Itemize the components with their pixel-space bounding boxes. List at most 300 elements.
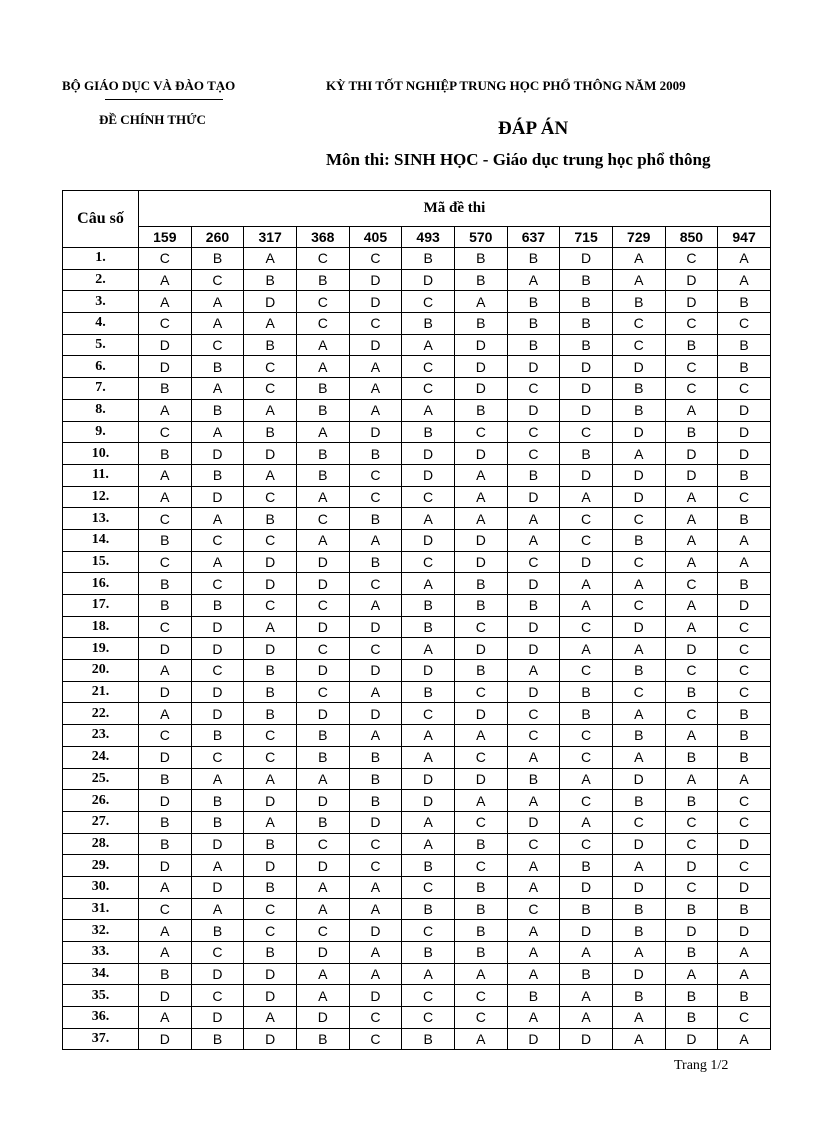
answer-cell: C <box>665 378 718 400</box>
answer-cell: A <box>349 399 402 421</box>
table-row <box>63 443 771 465</box>
answer-cell: C <box>349 855 402 877</box>
answer-cell: B <box>454 595 507 617</box>
answer-cell: A <box>612 703 665 725</box>
answer-cell: C <box>296 595 349 617</box>
answer-cell: D <box>244 573 297 595</box>
answer-cell: A <box>349 595 402 617</box>
table-row <box>63 920 771 942</box>
answer-cell: B <box>402 595 455 617</box>
answer-cell: C <box>612 595 665 617</box>
answer-cell: D <box>191 616 244 638</box>
answer-cell: D <box>191 638 244 660</box>
answer-cell: B <box>402 855 455 877</box>
answer-cell: B <box>349 443 402 465</box>
answer-cell: B <box>560 269 613 291</box>
question-number: 25. <box>63 768 139 790</box>
answer-cell: D <box>507 616 560 638</box>
question-number: 19. <box>63 638 139 660</box>
answer-cell: D <box>139 985 192 1007</box>
answer-cell: B <box>718 334 771 356</box>
answer-cell: A <box>349 378 402 400</box>
answer-cell: D <box>718 876 771 898</box>
answer-cell: B <box>560 291 613 313</box>
answer-cell: B <box>139 378 192 400</box>
answer-cell: B <box>560 443 613 465</box>
answer-cell: A <box>560 573 613 595</box>
answer-cell: D <box>244 985 297 1007</box>
answer-cell: A <box>612 855 665 877</box>
answer-cell: C <box>349 573 402 595</box>
answer-cell: D <box>560 248 613 270</box>
answer-cell: A <box>560 638 613 660</box>
question-number: 6. <box>63 356 139 378</box>
answer-cell: B <box>454 898 507 920</box>
answer-cell: C <box>191 985 244 1007</box>
answer-cell: A <box>560 1007 613 1029</box>
exam-codes-row <box>63 227 771 248</box>
answer-cell: C <box>139 616 192 638</box>
answer-cell: C <box>560 660 613 682</box>
answer-cell: D <box>296 551 349 573</box>
answer-cell: C <box>191 942 244 964</box>
answer-cell: C <box>296 313 349 335</box>
answer-cell: D <box>244 1028 297 1050</box>
answer-cell: A <box>402 725 455 747</box>
answer-cell: A <box>560 942 613 964</box>
answer-cell: C <box>718 616 771 638</box>
answer-cell: C <box>718 378 771 400</box>
table-row <box>63 529 771 551</box>
exam-code-header: 493 <box>402 227 455 248</box>
answer-cell: B <box>244 334 297 356</box>
answer-cell: A <box>191 898 244 920</box>
answer-cell: D <box>244 963 297 985</box>
answer-cell: A <box>718 551 771 573</box>
answer-cell: C <box>507 443 560 465</box>
table-row <box>63 464 771 486</box>
answer-cell: B <box>402 898 455 920</box>
answer-cell: A <box>296 898 349 920</box>
answer-cell: B <box>139 529 192 551</box>
answer-cell: D <box>560 378 613 400</box>
answer-cell: D <box>296 790 349 812</box>
answer-cell: C <box>139 248 192 270</box>
question-number: 5. <box>63 334 139 356</box>
answer-cell: D <box>139 746 192 768</box>
exam-code-header: 715 <box>560 227 613 248</box>
answer-cell: A <box>718 269 771 291</box>
table-row <box>63 876 771 898</box>
answer-cell: A <box>665 595 718 617</box>
answer-cell: D <box>718 443 771 465</box>
answer-cell: A <box>402 811 455 833</box>
answer-cell: B <box>718 985 771 1007</box>
answer-cell: B <box>665 790 718 812</box>
answer-cell: A <box>612 269 665 291</box>
table-row <box>63 660 771 682</box>
exam-code-header: 570 <box>454 227 507 248</box>
answer-cell: D <box>349 421 402 443</box>
answer-cell: C <box>402 1007 455 1029</box>
question-number: 10. <box>63 443 139 465</box>
answer-cell: A <box>612 248 665 270</box>
answer-cell: D <box>191 486 244 508</box>
answer-cell: D <box>244 855 297 877</box>
answer-cell: C <box>402 920 455 942</box>
answer-cell: D <box>612 464 665 486</box>
answer-cell: C <box>296 681 349 703</box>
answer-cell: D <box>244 443 297 465</box>
answer-cell: B <box>244 508 297 530</box>
answer-cell: D <box>296 1007 349 1029</box>
answer-cell: B <box>612 790 665 812</box>
answer-cell: D <box>665 443 718 465</box>
answer-cell: C <box>454 985 507 1007</box>
answer-cell: B <box>612 920 665 942</box>
answer-cell: D <box>349 811 402 833</box>
table-row <box>63 768 771 790</box>
answer-cell: B <box>718 356 771 378</box>
answer-cell: A <box>244 1007 297 1029</box>
answer-cell: C <box>244 529 297 551</box>
answer-cell: D <box>560 399 613 421</box>
answer-cell: D <box>507 638 560 660</box>
answer-cell: A <box>718 963 771 985</box>
answer-cell: B <box>665 1007 718 1029</box>
answer-cell: B <box>296 746 349 768</box>
answer-cell: C <box>665 356 718 378</box>
answer-cell: A <box>507 269 560 291</box>
question-number: 23. <box>63 725 139 747</box>
answer-cell: C <box>665 811 718 833</box>
question-number: 12. <box>63 486 139 508</box>
answer-cell: C <box>402 703 455 725</box>
answer-cell: B <box>296 378 349 400</box>
answer-cell: A <box>349 356 402 378</box>
answer-cell: B <box>296 443 349 465</box>
answer-cell: D <box>665 855 718 877</box>
answer-cell: D <box>612 833 665 855</box>
answer-cell: B <box>349 790 402 812</box>
answer-cell: D <box>402 768 455 790</box>
answer-cell: C <box>560 725 613 747</box>
question-number: 16. <box>63 573 139 595</box>
answer-cell: C <box>560 421 613 443</box>
answer-cell: C <box>244 898 297 920</box>
answer-cell: A <box>139 942 192 964</box>
answer-cell: B <box>296 1028 349 1050</box>
answer-cell: D <box>454 638 507 660</box>
answer-cell: A <box>349 963 402 985</box>
answer-cell: B <box>507 464 560 486</box>
answer-cell: C <box>296 833 349 855</box>
answer-cell: C <box>612 508 665 530</box>
answer-cell: D <box>191 963 244 985</box>
question-number: 1. <box>63 248 139 270</box>
question-number: 20. <box>63 660 139 682</box>
answer-cell: A <box>612 1007 665 1029</box>
answer-cell: A <box>139 269 192 291</box>
question-number: 11. <box>63 464 139 486</box>
question-number: 22. <box>63 703 139 725</box>
answer-key-table <box>62 190 771 1050</box>
answer-cell: C <box>296 638 349 660</box>
answer-cell: B <box>402 1028 455 1050</box>
question-number: 3. <box>63 291 139 313</box>
answer-cell: B <box>560 703 613 725</box>
answer-cell: B <box>296 725 349 747</box>
answer-cell: B <box>718 464 771 486</box>
table-row <box>63 399 771 421</box>
answer-cell: D <box>560 1028 613 1050</box>
answer-cell: B <box>402 248 455 270</box>
question-number: 7. <box>63 378 139 400</box>
answer-cell: D <box>718 421 771 443</box>
answer-cell: C <box>507 833 560 855</box>
answer-cell: D <box>139 334 192 356</box>
answer-cell: B <box>191 248 244 270</box>
answer-cell: A <box>560 811 613 833</box>
answer-cell: A <box>560 985 613 1007</box>
answer-cell: B <box>244 942 297 964</box>
answer-cell: C <box>665 833 718 855</box>
answer-cell: D <box>296 855 349 877</box>
answer-cell: B <box>454 876 507 898</box>
answer-cell: B <box>244 660 297 682</box>
question-number: 28. <box>63 833 139 855</box>
answer-cell: C <box>454 811 507 833</box>
question-number: 24. <box>63 746 139 768</box>
answer-cell: D <box>665 269 718 291</box>
answer-cell: D <box>454 334 507 356</box>
question-number: 33. <box>63 942 139 964</box>
answer-cell: B <box>612 529 665 551</box>
answer-cell: B <box>244 876 297 898</box>
answer-cell: A <box>507 920 560 942</box>
answer-cell: A <box>244 399 297 421</box>
answer-cell: C <box>349 313 402 335</box>
answer-cell: C <box>139 313 192 335</box>
answer-cell: B <box>139 811 192 833</box>
answer-cell: B <box>454 573 507 595</box>
question-number: 37. <box>63 1028 139 1050</box>
answer-cell: D <box>402 464 455 486</box>
answer-cell: D <box>454 768 507 790</box>
answer-cell: B <box>402 681 455 703</box>
answer-cell: A <box>244 768 297 790</box>
answer-cell: B <box>612 985 665 1007</box>
answer-cell: B <box>665 985 718 1007</box>
answer-cell: C <box>454 421 507 443</box>
answer-cell: A <box>402 746 455 768</box>
answer-cell: B <box>191 1028 244 1050</box>
answer-cell: A <box>296 876 349 898</box>
answer-cell: A <box>454 464 507 486</box>
answer-cell: A <box>191 551 244 573</box>
table-row <box>63 811 771 833</box>
question-number: 31. <box>63 898 139 920</box>
table-row <box>63 616 771 638</box>
answer-cell: B <box>560 313 613 335</box>
table-row <box>63 963 771 985</box>
table-header-row <box>63 191 771 227</box>
exam-code-header: 317 <box>244 227 297 248</box>
answer-cell: D <box>718 399 771 421</box>
question-number: 35. <box>63 985 139 1007</box>
answer-cell: B <box>718 703 771 725</box>
answer-cell: A <box>560 486 613 508</box>
answer-cell: D <box>191 833 244 855</box>
answer-cell: A <box>349 898 402 920</box>
answer-cell: B <box>296 399 349 421</box>
answer-cell: B <box>191 811 244 833</box>
answer-cell: A <box>454 486 507 508</box>
table-row <box>63 898 771 920</box>
answer-cell: D <box>191 1007 244 1029</box>
answer-cell: B <box>612 898 665 920</box>
answer-cell: D <box>402 529 455 551</box>
question-number: 36. <box>63 1007 139 1029</box>
table-row <box>63 573 771 595</box>
answer-cell: C <box>191 573 244 595</box>
answer-cell: A <box>507 942 560 964</box>
answer-cell: D <box>296 942 349 964</box>
exam-code-header: 260 <box>191 227 244 248</box>
answer-cell: C <box>349 1028 402 1050</box>
answer-cell: D <box>454 551 507 573</box>
answer-cell: C <box>244 920 297 942</box>
exam-code-header: 405 <box>349 227 402 248</box>
answer-cell: B <box>402 421 455 443</box>
answer-cell: C <box>296 920 349 942</box>
answer-cell: D <box>507 399 560 421</box>
answer-cell: A <box>665 963 718 985</box>
answer-cell: D <box>191 681 244 703</box>
answer-cell: C <box>665 876 718 898</box>
answer-cell: B <box>191 464 244 486</box>
answer-cell: B <box>718 508 771 530</box>
answer-cell: B <box>402 616 455 638</box>
answer-cell: D <box>139 638 192 660</box>
answer-cell: A <box>191 378 244 400</box>
answer-cell: D <box>507 486 560 508</box>
answer-cell: D <box>665 464 718 486</box>
answer-cell: C <box>244 725 297 747</box>
answer-cell: C <box>612 681 665 703</box>
answer-cell: C <box>191 529 244 551</box>
answer-cell: C <box>191 334 244 356</box>
answer-cell: D <box>665 920 718 942</box>
answer-cell: C <box>139 898 192 920</box>
answer-cell: A <box>139 291 192 313</box>
answer-cell: B <box>244 833 297 855</box>
answer-cell: D <box>560 551 613 573</box>
answer-cell: B <box>507 595 560 617</box>
answer-cell: A <box>454 1028 507 1050</box>
question-number: 4. <box>63 313 139 335</box>
answer-cell: A <box>718 942 771 964</box>
answer-cell: B <box>718 746 771 768</box>
answer-cell: A <box>191 421 244 443</box>
question-number: 9. <box>63 421 139 443</box>
answer-cell: B <box>718 291 771 313</box>
answer-cell: B <box>296 269 349 291</box>
answer-cell: A <box>139 399 192 421</box>
answer-cell: D <box>349 985 402 1007</box>
exam-code-header: 368 <box>296 227 349 248</box>
answer-cell: D <box>454 443 507 465</box>
table-row <box>63 421 771 443</box>
answer-cell: B <box>402 313 455 335</box>
answer-cell: A <box>612 638 665 660</box>
answer-cell: C <box>718 638 771 660</box>
exam-code-header: 159 <box>139 227 192 248</box>
answer-cell: D <box>139 790 192 812</box>
answer-cell: D <box>139 681 192 703</box>
table-row <box>63 703 771 725</box>
answer-cell: A <box>139 920 192 942</box>
answer-cell: C <box>718 681 771 703</box>
answer-cell: A <box>665 486 718 508</box>
answer-cell: B <box>454 269 507 291</box>
answer-cell: B <box>349 746 402 768</box>
answer-cell: C <box>139 551 192 573</box>
question-number: 14. <box>63 529 139 551</box>
table-row <box>63 855 771 877</box>
table-row <box>63 269 771 291</box>
answer-cell: C <box>349 833 402 855</box>
answer-cell: C <box>665 660 718 682</box>
answer-cell: B <box>139 443 192 465</box>
table-row <box>63 248 771 270</box>
answer-cell: C <box>718 313 771 335</box>
answer-cell: B <box>191 399 244 421</box>
answer-cell: A <box>191 855 244 877</box>
answer-cell: D <box>139 1028 192 1050</box>
table-row <box>63 942 771 964</box>
answer-cell: B <box>612 399 665 421</box>
answer-cell: D <box>296 660 349 682</box>
table-row <box>63 508 771 530</box>
answer-cell: C <box>454 1007 507 1029</box>
answer-cell: B <box>139 768 192 790</box>
answer-cell: B <box>454 833 507 855</box>
answer-cell: D <box>560 876 613 898</box>
answer-cell: A <box>296 334 349 356</box>
answer-cell: B <box>560 963 613 985</box>
answer-cell: D <box>244 790 297 812</box>
exam-code-group-header: Mã đề thi <box>139 191 771 227</box>
answer-cell: C <box>296 248 349 270</box>
answer-cell: D <box>507 811 560 833</box>
answer-cell: B <box>507 291 560 313</box>
answer-cell: A <box>665 768 718 790</box>
answer-cell: C <box>191 269 244 291</box>
table-row <box>63 378 771 400</box>
table-row <box>63 1007 771 1029</box>
answer-cell: A <box>665 551 718 573</box>
answer-cell: A <box>507 790 560 812</box>
answer-cell: A <box>612 746 665 768</box>
answer-cell: A <box>244 616 297 638</box>
answer-cell: C <box>349 486 402 508</box>
table-row <box>63 486 771 508</box>
answer-cell: B <box>454 942 507 964</box>
answer-cell: C <box>507 421 560 443</box>
question-number: 30. <box>63 876 139 898</box>
answer-cell: B <box>244 421 297 443</box>
